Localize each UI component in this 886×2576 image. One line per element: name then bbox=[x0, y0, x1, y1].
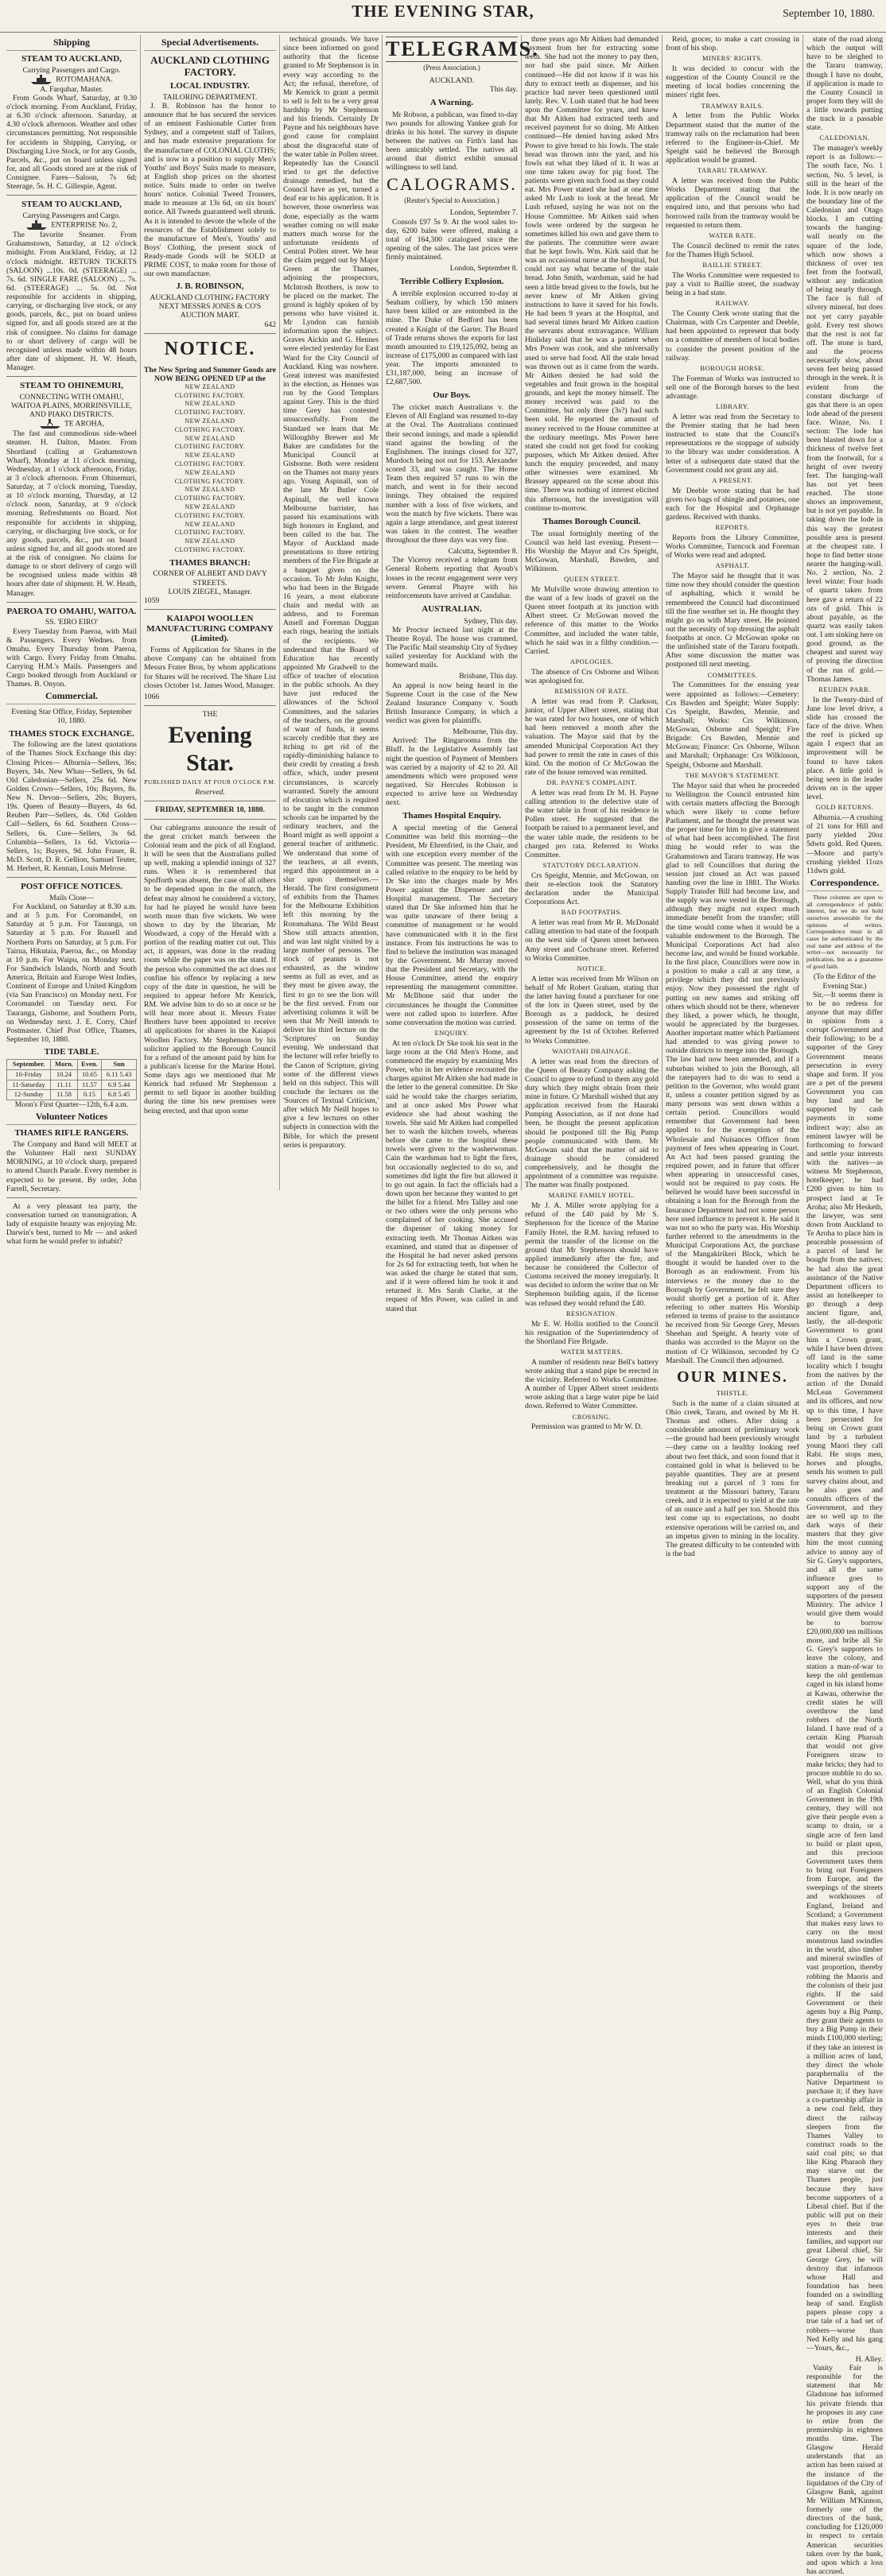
table-header: Even. bbox=[77, 1059, 102, 1069]
ad-department: TAILORING DEPARTMENT. bbox=[162, 92, 258, 102]
table-cell: 0.15 bbox=[77, 1090, 102, 1100]
volunteer-title: THAMES RIFLE RANGERS. bbox=[14, 1128, 129, 1139]
article-subheading: A PRESENT. bbox=[712, 475, 753, 484]
article-subheading: COMMITTEES. bbox=[707, 670, 758, 679]
table-cell: 10-Friday bbox=[7, 1069, 51, 1080]
post-office-title: POST OFFICE NOTICES. bbox=[21, 882, 122, 892]
ad-subtitle: LOCAL INDUSTRY. bbox=[169, 81, 251, 91]
notice-subheading: The New Spring and Summer Goods are NOW BEING OPENED UP at the bbox=[144, 365, 276, 383]
article-body: A letter was read from Dr M. H. Payne calling attention to the defective state of the water table in front of his residence in Pollen street. He suggested that the footpath be raised to a permanent level, and the water table made, the residents to be charged pro rata. Referred to Works Committee. bbox=[525, 788, 659, 859]
article-body: The County Clerk wrote stating that the Chairman, with Crs Carpenter and Deeble, had been appointed to represent that body on a committee of members of local bodies to consider the present position of the railway. bbox=[666, 309, 799, 363]
divider bbox=[144, 819, 276, 820]
moon-note: Moon's First Quarter—12th, 6.4 a.m. bbox=[14, 1100, 129, 1110]
article-body: Mr Robson, a publican, was fined to-day two pounds for allowing Yankee grab for drinks in his hotel. The survey in dispute between the natives on Firth's land has been amicably settled. The natives all around that district exhibit unusual willingness to sell land. bbox=[386, 110, 518, 173]
dateline: Calcutta, September 8. bbox=[448, 547, 518, 557]
table-row bbox=[7, 1069, 137, 1080]
reuter-note: (Reuter's Special to Association.) bbox=[404, 196, 499, 204]
column-local-news bbox=[283, 35, 379, 1192]
article-heading: Terrible Colliery Explosion. bbox=[399, 277, 504, 287]
masthead-the: THE bbox=[202, 709, 218, 719]
section-correspondence: Correspondence. bbox=[806, 878, 883, 891]
ad-signature-address: NEXT MESSRS JONES & CO'S AUCTION MART. bbox=[158, 302, 262, 320]
article-body: A special meeting of the General Committee was held this morning—the President, Mr Ehrenfried, in the Chair, and with one exception every member of the Committee was present. The meeting was called relative to the enquiry to be held by Dr Ske into the charges made by Mrs Power against the Dispenser and the Hospital management. The Secretary stated that Dr Ske informed him that he was quite unaware of there being a committee of management or he would have communicated with it in the first instance. From his instructions he was to find to believe the institution was managed by the Government. Mr Murray moved that the President and Secretary, with the House Committee, attend the enquiry representing the management committee. Mr McIlhone said that under the circumstances he thought the Committee were not called upon to interfere. After some conversation the motion was carried. bbox=[386, 824, 518, 1027]
factory-line: NEW ZEALAND bbox=[185, 417, 235, 425]
article-body: A letter was read from P. Clarkson, junior, of Upper Albert street, stating that he was rated for two houses, one of which had been removed a month after the valuation. The Mayor said that by the amended Municipal Corporation Act they had power to remit the rate in cases of this kind. On the motion of Cr McGowan the rate of the house removed was remitted. bbox=[525, 696, 659, 777]
ship-name-text: TE AROHA, bbox=[64, 419, 105, 429]
editorial-body: Our cablegrams announce the result of the great cricket match between the Colonial team and the pick of all England. It will be seen that the Australians pulled up well, making a splendid innings of 327 runs. When it is remembered that Spofforth was absent, the case of all others to be depended upon in the match, the defeat may almost be considered a victory, for had he played he would have been worth more than five wickets. We were shown to day by the librarian, Mr Woodward, a copy of the Herald with a portion of the reading matter cut out. This act, it appears, was done in the reading room while the paper was on the stand. If the person who committed the act does not confine his offence by replacing a new copy of the date in question, he will be required to appear before Mr Kenrick, RM. We advise him to do so at once or he will hear more about it. Messrs Frater Brothers have been appointed to receive all applications for shares in the Kaiapoi Woollen Factory. Mr Stephenson by his solicitor applied to the Borough Council for a refund of the amount paid by him for a publican's license for the Marine Hotel. Some days ago we mentioned that Mr Kenrick had refused Mr Stephenson a permit to sell liquor in another building during the time his new premises were being erected, and that upon some bbox=[144, 823, 276, 1115]
evening-star-title: Evening Star. bbox=[168, 722, 252, 776]
article-subheading: APOLOGIES. bbox=[569, 657, 614, 665]
article-subheading: ENQUIRY. bbox=[434, 1028, 469, 1037]
article-subheading: REPORTS. bbox=[715, 523, 750, 532]
ad-number: 1059 bbox=[144, 596, 160, 605]
column-council-continued bbox=[666, 35, 799, 1558]
ad-body: From Goods Wharf, Saturday, at 9.30 o'clock morning. From Auckland, Friday, at 6.30 o'clock afternoon. Saturday, at 4.30 o'clock afternoon. Weather and other circumstances permitting. Not responsible for accidents in Shipping, Carrying, or Discharging Live Stock, or for any Goods, Parcels, &c., put on board unless signed for, and all Goods stored are at the risk of Consignee. Fares—Saloon, 7s 6d; Steerage, 5s. H. C. Gillespie, Agent. bbox=[6, 93, 137, 192]
ad-signature-firm: AUCKLAND CLOTHING FACTORY bbox=[150, 293, 270, 303]
article-subheading: BAILLIE STREET. bbox=[702, 260, 763, 269]
table-header-row bbox=[7, 1059, 137, 1069]
article-body: A number of residents near Bell's battery wrote asking that a stand pipe be erected in the vicinity. Referred to Works Committee. A number of Upper Albert street residents wrote asking that a large water pipe be laid down. Referred to Water Committee. bbox=[525, 1357, 659, 1411]
dateline: Sydney, This day. bbox=[464, 616, 518, 626]
table-row bbox=[7, 1090, 137, 1100]
divider bbox=[6, 1197, 137, 1198]
divider bbox=[6, 195, 137, 196]
article-heading: Thames Hospital Enquiry. bbox=[402, 811, 501, 821]
article-subheading: TRAMWAY RAILS. bbox=[701, 101, 764, 110]
article-body: The Committees for the ensuing year were appointed as follows:—Cemetery: Crs Bawden and Speight; Water Supply: Crs Speight, Bawden, Mennie, and Marshall; Works: Crs Wilkinson, McGowan, Osborne and Speight; Fire Brigade: Crs Bawden, Mennie and McGowan; Finance: Crs Osborne, Wilson and Marshall; Orphanage: Crs Wilkinson, Speight, Osborne and Marshall. bbox=[666, 681, 799, 770]
notice-heading: NOTICE. bbox=[164, 338, 256, 359]
article-body: Mr J. A. Miller wrote applying for a refund of the £40 paid by Mr S. Stephenson for the licence of the Marine Family Hotel, the R.M. having refused to permit the transfer of the license on the ground that Mr Stephenson should have applied immediately after the fire, and because he considered the Collector of Customs received the money irregularly. It was decided to inform the writer that on Mr Stephenson building again, if the license was refused they would refund the £40. bbox=[525, 1201, 659, 1308]
ad-subtitle: Carrying Passengers and Cargo. bbox=[22, 211, 121, 221]
article-subheading: CALEDONIAN. bbox=[819, 134, 870, 142]
telegrams-heading: TELEGRAMS. bbox=[386, 37, 518, 62]
article-subheading: ASPHALT. bbox=[715, 561, 750, 570]
letter-signature: H. Alley. bbox=[855, 2354, 883, 2364]
article-body: Consols £97 5s 9. At the wool sales to-day, 6200 bales were offered, making a total of 164,300 catalogued since the opening of the sales. The last prices were firmly maintained. bbox=[386, 217, 518, 262]
commercial-body: The following are the latest quotations of the Thames Stock Exchange this day: Closing Prices— Alburnia—Sellers, 36s; Buyers, 34s. New Whau—Sellers, 9s 6d. Old Caledonian—Sellers, 25s 6d. New Golden Crown—Sellers, 10s; Buyers, 8s. New N. Devon—Sellers, 20s; Buyers, 19s. Queen of Beauty—Buyers, 4s 6d. Reuben Parr—Sellers, 4s. Old Golden Calf—Sellers, 6s 6d. Southern Cross—Sellers, 6s. Cure—Sellers, 3s 6d. Columbia—Sellers, 1s 6d. Victoria—Sellers, 1s; Buyers, 9d. John Fraser, R. McD. Scott, D. R. Gellion, Samuel Teuter, M. Herbert, R. Kennan, Louis Melrose. bbox=[6, 740, 137, 874]
our-mines-heading: OUR MINES. bbox=[676, 1368, 788, 1386]
table-cell: 6.11 5.43 bbox=[102, 1069, 137, 1080]
article-subheading: DR. PAYNE'S COMPLAINT. bbox=[546, 778, 637, 787]
masthead bbox=[0, 0, 886, 33]
column-rule bbox=[521, 35, 522, 1190]
table-cell: 11.57 bbox=[77, 1080, 102, 1090]
column-telegrams bbox=[386, 35, 539, 1313]
article-subheading: BAD FOOTPATHS. bbox=[561, 908, 623, 917]
kaiapoi-body: Forms of Application for Shares in the above Company can be obtained from Messrs Frater Bros, by whom applications for Shares will be received. The Share List closes October 1st. James Wood, Manager. bbox=[144, 646, 276, 690]
ship-master: A. Farquhar, Master. bbox=[40, 84, 103, 94]
factory-line: NEW ZEALAND bbox=[185, 502, 235, 510]
section-special-ads: Special Advertisements. bbox=[144, 37, 276, 51]
ad-title: PAEROA TO OMAHU, WAITOA. bbox=[6, 606, 137, 616]
table-cell: 6.8 5.45 bbox=[102, 1090, 137, 1100]
paddle-steamer-icon bbox=[39, 419, 61, 429]
divider bbox=[144, 609, 276, 610]
factory-line: NEW ZEALAND bbox=[185, 520, 235, 528]
ship-name: SS. 'EIRO EIRO' bbox=[45, 618, 99, 627]
ship-name-text: ENTERPRISE No. 2, bbox=[51, 220, 118, 230]
column-council bbox=[525, 35, 659, 1432]
table-header: Sun bbox=[102, 1059, 137, 1069]
dateline: Brisbane, This day. bbox=[459, 672, 518, 681]
letter-body: Sir,—It seems there is to be no redress for anyone that may differ in opinion from a corrupt Government and their following; to be a supporter of the Grey Government means persecution in every shape and form. If you are a pet of the present Government you can buy land and be supported by cash payments in some indirect way; also an eminent lawyer will be forthcoming to forward and settle your interests with the natives—as witness Mr Stephenson, hotelkeeper; he had £200 given to him to prospect land at Te Aroha; also Mr Hesketh, the lawyer, was sent down from Auckland to Te Aroha to place him in peaceable possession of a parcel of land he bought from the natives; he had also the great assistance of the Native Department officers to assist an hotelkeeper to go through a deep ancient figure, and, lastly, the all-despotic Government to grant him a Crown grant, while I have been driven off land in the same locality which I bought from the natives by the action of the Donald McLean Government and its officers, and now up to this time, I have been persecuted for being on Crown grant land by a turbulent young Maori they call Rabi. He stops men, horses and ploughs, sends his women to pull survey chains about, and he also goes and consults officers of the Government, and they are so well up to the dark ways of their masters that they give him the most cunning advice to annoy any of Sir G. Grey's supporters, and all the same influence goes to support any of the supporters of the present Ministry. The advice I would give them would be to borrow £20,000,000 ten millions more, and bribe all Sir G. Grey's supporters to leave the colony, and station a man-of-war to keep the old gentleman caged in his island home at Kawau, otherwise the credit states he will overthrow the land robbers of the North Island. I have read of a certain King Pharoah that would not give Foreigners straw to make bricks; they had to procure stubble to do so. Well, what do you think of an English Colonial Government in the 19th century, they will not give their people even a scamp to drain, or a single acre of fern land to build or plant upon, and this precious Government taxes them to bring out Foreigners from Europe, and the sweepings of the streets and workhouses of England, Ireland and Scotland; a Government that makes easy laws to carry on the most monstrous land swindles in the world, also timber and mineral swindles of vast proportion, thereby robbing the Maoris and the colonists of their just rights. If the said Government or their agents buy a Big Pump, they grant their agents to buy a Big Pump in their minds £100,000 sterling; if they take an interest in a million acres of land, they direct the whole paraphernalia of the Native Department to purchase it; if they have a co-partnership affair in a new coal field, they direct the railway sleepers from the Thames Valley to construct roads to the said coal pits; so that like King Pharaoh they may starve out the Thames people, just because they have become supporters of a Liberal chief. But if the public will put on their eyes to their true interests and their families, and support our great Liberal chief, Sir George Grey, he will destroy that infamous whose Hall and foundation has been founded on a swindling heap of sand. English papers please copy a true tale of a bad set of robbers—worse than Ned Kelly and his gang—Yours, &c., bbox=[806, 990, 883, 2353]
dateline: London, September 7. bbox=[449, 208, 518, 218]
branch-title: THAMES BRANCH: bbox=[169, 557, 251, 568]
divider bbox=[144, 333, 276, 334]
ad-body: The favorite Steamer. From Grahamstown, Saturday, at 12 o'clock midnight. From Auckland, Friday, at 12 o'clock midnight. RETURN TICKETS (SALOON) ...10s. 0d. (STEERAGE) ... 7s. 6d. SINGLE FARE (SALOON) ... 7s. 6d. (STEERAGE) ... 5s. 0d. Not responsible for accidents in shipping, carrying, or discharging live stock, or any goods, parcels, &c., put on board unless signed for, and all goods stored are at the risk of consignee. No claims for damage to or short delivery of cargo will be recognised unless made within 48 hours after date of shipment. H. W. Heath, Manager. bbox=[6, 231, 137, 373]
divider bbox=[144, 705, 276, 706]
article-body: Crs Speight, Mennie, and McGowan, on their re-election took the Statutory declaration under the Municipal Corporations Act. bbox=[525, 871, 659, 907]
article-body: Such is the name of a claim situated at Ohio creek, Tararu, and owned by Mr H. Thomas and others. After doing a considerable amount of preliminary work—the ground had been previously wrought—they came on a healthy looking reef about two feet thick, and soon found that it contained gold in what is believed to be payable quantities. They are at present breaking out a parcel of 3 tons for treatment at the Missouri battery, Tararu creek, and it is expected to yield at the rate of an ounce and a half per ton. Should this test come up to expectations, no doubt extensive operations will be carried on, and an impetus given to mining in the locality. The greatest difficulty to be contended with is the bad bbox=[666, 1399, 799, 1558]
article-body: Mr Proctor lectured last night at the Theatre Royal. The house was crammed. The Pacific Mail steamship City of Sydney sailed yesterday for Auckland with the homeward mails. bbox=[386, 625, 518, 670]
article-subheading: BOROUGH HORSE. bbox=[700, 363, 765, 372]
factory-line: CLOTHING FACTORY. bbox=[174, 495, 246, 502]
article-body: The absence of Crs Osborne and Wilson was apologised for. bbox=[525, 667, 659, 685]
article-body: At ten o'clock Dr Ske took his seat in the large room at the Old Men's Home, and commenced the enquiry by examining Mrs Power, who in her evidence recounted the charges against Mr Aitken she had made in the letter to the general committee. Dr Ske said he would take the charges seriatim, and at once asked Mrs Power what evidence she had about washing the towels. She said Mr Aitken had compelled her to wash the kitchen towels, whereas before she came to the hospital these towels were given to the washerwoman. Cain the wardsman had to light the fires, but occasionally neglected to do so, and sometimes did light the fire but allowed it to go out again. In fact the officials had a down upon her because they wanted to get the billet for a friend. Mrs Talley and one or two others were the only persons who complained of her cooking. She accused the dispenser of taking money for extracting teeth. Mr Thomas Aitken was examined, and stated that as dispenser of the Hospital he had never asked persons for 2s 6d for extracting teeth, but when he was asked the charge he stated that sum, and if it were offered him he took it and returned it. Mrs Sarah Clarke, at the request of Mrs Power, was called in and stated that bbox=[386, 1038, 518, 1313]
dateline-auckland: AUCKLAND. bbox=[429, 76, 475, 85]
ship-name bbox=[6, 220, 137, 231]
ad-signature: J. B. ROBINSON, bbox=[176, 281, 244, 292]
article-body: A letter was read from the directors of the Queen of Beauty Company asking the Council to agree to refund to them any gold duty which they might obtain from their mine in future. Cr Marshall wished that any application received from the Hauraki Pumping Association, as if not done had been, he thought the present application should be postponed till the Big Pump people communicated with them. Mr McGowan said that the matter of aid to drainage should be considered comprehensively, and he thought the appointment of a committee was requisite. The matter was finally postponed. bbox=[525, 1057, 659, 1190]
ad-title: STEAM TO AUCKLAND, bbox=[21, 200, 122, 210]
article-body: A letter was received from the Public Works Department stating that the application of the Council would be enquired into, and that persons who had borrowed rails from the tramway would be requested to return them. bbox=[666, 177, 799, 230]
article-body: Reid, grocer, to make a cart crossing in front of his shop. bbox=[666, 35, 799, 53]
factory-line: CLOTHING FACTORY. bbox=[174, 425, 246, 433]
divider bbox=[6, 376, 137, 377]
newspaper-title: THE EVENING STAR, bbox=[352, 2, 534, 21]
column-rule bbox=[140, 35, 141, 1190]
ad-number: 1066 bbox=[144, 692, 160, 701]
branch-address: CORNER OF ALBERT AND DAVY STREETS. bbox=[153, 569, 267, 588]
anecdote: At a very pleasant tea party, the conversation turned on transmigration. A lady of exquisite beauty was enjoying Mr. Darwin's best, turned to Mr — and asked what form he would prefer to inhabit? bbox=[6, 1201, 137, 1247]
article-subheading: THE MAYOR'S STATEMENT. bbox=[685, 770, 780, 779]
table-row bbox=[7, 1080, 137, 1090]
article-body: A letter was received from Mr Wilson on behalf of Mr Robert Graham, stating that the latter having found a purchaser for one of the lots in Queen street, used by the Borough as a paddock, he desired possession of the same on terms of the agreement by the 1st of October. Referred to Works Committee. bbox=[525, 974, 659, 1046]
table-header: September. bbox=[7, 1059, 51, 1069]
article-body: An appeal is now being heard in the Supreme Court in the case of the New Zealand Insurance Company v. South British Insurance Company, in which a verdict was given for plaintiffs. bbox=[386, 681, 518, 726]
article-subheading: GOLD RETURNS. bbox=[815, 803, 874, 812]
factory-line: CLOTHING FACTORY. bbox=[174, 391, 246, 399]
volunteer-body: The Company and Band will MEET at the Volunteer Hall next SUNDAY MORNING, at 10 o'clock sharp, prepared to attend Church Parade. Every member is expected to be present. By order, John Farrell, Secretary. bbox=[6, 1140, 137, 1193]
dateline: London, September 8. bbox=[449, 264, 518, 274]
local-news-body: technical grounds. We have since been informed on good authority that the license granted to Mr Stephenson is in every way according to the Act; the refusal, therefore, of Mr Kenrick to grant a permit to sell is felt to be a very great hardship by Mr Stephenson and his friends. Certainly Dr Payne and his neighbours have good cause for complaint about the disgraceful state of the water table in Pollen street. Repeatedly has the Council tried to get the defective drainage remedied, but the Council have as yet, turned a deaf ear to his application. It is however, those ownerless was done, especially as the warm weather coming on will make matters much worse for the unfortunate residents of Central Pollen street. We hear the claim pegged out by Major Green at the Thames, adjoining the prospectors, McIntosh Brothers, is now to be placed on the market. The ground is highly spoken of by persons who have visited it. Mr Lyndon can furnish information upon the subject. Graves Aickin and G. Hennes were elected yesterday for East Ward for the City Council of Auckland. King was nowhere. Great interest was manifested in the election, as Hennes was run by the Good Templars against Grey. This is the third time Grey has contested unsuccessfully. From the Standard we learn that Mr Willoughby Brewer and Mr Baker are candidates for the Municipal Council at Gisborne. Both were resident on the Thames not many years ago. Young Aspinall, son of the late Mr Butler Cole Aspinall, the well known Melbourne barrister, has passed his examinations with high honours in England, and been called to the bar. The Mayor of Auckland made presentations to three retiring members of the Fire Brigade at a banquet given on the occasion. To Mr John Knight, who had been in the Brigade 16 years, a most elaborate chain and medal with an address, and to Foreman Ansell and Foreman Duggan each rings, bearing the initials of the recipients. We understand that the Board of Education has recently appointed Mr Gradwell to the office of teacher of elocution in the public schools. As they have just reduced the allowances of the School Committees, and the salaries of the teachers, on the ground of want of funds, it seems scarcely credible that they are itching to get rid of the rapidly-diminishing balance to their credit by creating a fresh office, which, under present circumstances, is scarcely warranted. Surely the amount of elocution which is required to be taught in the common schools can be imparted by the ordinary teachers, and the Board might as well appoint a general teacher of arithmetic. We understand that some of the teachers, at all events, regard this appointment as a slur upon themselves.—Herald. The first consignment of exhibits from the Thames for the Melbourne Exhibition left this morning by the Rotomahana. The Wild Beast Show still attracts attention, and was last night visited by a large number of persons. The stock of peanuts is not exhausted, as the window seems as full as ever, and as they must be given away, the first to go to see the lion will be the first served. From our advertising columns it will be seen that Mr Neill intends to deliver his third lecture on the 'Scriptures' on Sunday evening. We understand that the lecturer will refer briefly to the Canon of Scripture, giving some of the different views held on this subject. This will conclude the lectures on the 'Sources of Textual Criticism,' after which Mr Neill hopes to give a few lectures on other subjects in connection with the Bible, for which the present series is preparatory. bbox=[283, 35, 379, 1150]
ad-title: STEAM TO AUCKLAND, bbox=[21, 53, 122, 64]
commercial-dateline: Evening Star Office, Friday, September 10, 1880. bbox=[11, 708, 132, 726]
article-body: Reports from the Library Committee, Works Committee, Turncock and Foreman of Works were read and adopted. bbox=[666, 533, 799, 561]
ad-subtitle: CONNECTING WITH OMAHU, WAITOA PLAINS, MORRINSVILLE, AND PIAKO DISTRICTS. bbox=[11, 392, 132, 420]
tide-table-title: TIDE TABLE. bbox=[44, 1047, 99, 1057]
article-body: The Mayor said he thought that it was time now they should consider the question of asphalting, which it would be remembered the Council had discontinued till the fine weather set in. He thought they might go on with Mary street. He pointed out the necessity of top dressing the asphalt footpaths at once. Cr McGowan spoke on the unfinished state of the Tararu footpath. After some discussion the matter was postponed till next meeting. bbox=[666, 572, 799, 669]
article-body: The Viceroy received a telegram from General Roberts reporting that Ayoub's losses in the recent engagement were very severe. General Phayre with his reinforcements have arrived at Candahar. bbox=[386, 556, 518, 600]
article-heading: Thames Borough Council. bbox=[542, 516, 641, 526]
factory-line: CLOTHING FACTORY. bbox=[174, 443, 246, 451]
post-office-subtitle: Mails Close— bbox=[49, 893, 94, 902]
article-body: A letter from the Public Works Department stated that the matter of the tramway rails on the reclamation had been referred to the Engineer-in-Chief. Mr Speight said he believed the Borough application would be granted. bbox=[666, 111, 799, 165]
article-body: It was decided to concur with the suggestion of the County Council re the meeting of local bodies concerning the miners' right fees. bbox=[666, 64, 799, 100]
table-cell: 11.58 bbox=[51, 1090, 77, 1100]
article-subheading: RESIGNATION. bbox=[565, 1309, 618, 1317]
factory-line: CLOTHING FACTORY. bbox=[174, 545, 246, 553]
dateline: Melbourne, This day. bbox=[453, 727, 518, 737]
divider bbox=[6, 602, 137, 603]
column-rule bbox=[662, 35, 663, 1190]
reserved-note: Reserved. bbox=[195, 788, 225, 797]
article-body: The Foreman of Works was instructed to sell one of the Borough horses to the best advantage. bbox=[666, 374, 799, 401]
article-subheading: MARINE FAMILY HOTEL. bbox=[548, 1191, 635, 1200]
article-subheading: LIBRARY. bbox=[716, 402, 749, 411]
article-subheading: MINERS' RIGHTS. bbox=[701, 54, 764, 63]
article-body: The cricket match Australians v. the Eleven of All England was resumed to-day at the Oval. The Australians continued their second innings, and made a splendid stand against the bowling of the Englishmen. The innings closed for 327, Murdoch being not out for 153. Alexander scored 33, and was caught. The Home Team then required 57 runs to win the match, and went in for their second innings. They obtained the required number with a loss of five wickets, and won the match by five wickets. There was again a large attendance, and great interest was taken in the contest. The weather throughout the three days was very fine. bbox=[386, 403, 518, 545]
letter-address: (To the Editor of the Evening Star.) bbox=[813, 972, 876, 991]
article-subheading: WATER MATTERS. bbox=[560, 1347, 624, 1356]
article-subheading: REMISSION OF RATE. bbox=[554, 687, 629, 696]
section-volunteer: Volunteer Notices bbox=[6, 1111, 137, 1125]
editorial-date: FRIDAY, SEPTEMBER 10, 1880. bbox=[155, 805, 265, 815]
ship-name bbox=[6, 75, 137, 85]
factory-line: NEW ZEALAND bbox=[185, 400, 235, 408]
ad-body: J. B. Robinson has the honor to announce that he has secured the services of an eminent Fashionable Cutter from Sydney, and a competent staff of Tailors, and has made extensive preparations for the manufacture of COLONIAL CLOTHS; and is now in a position to supply Men's Youths' and Boys' Suits made to measure, at English shop prices on the shortest notice. Suits made to order on twelve hours' notice. Colonial Tweed Trousers, made to measure at 13s 6d, on six hours' notice. All Tweeds guaranteed well shrunk. As it is intended to devote the whole of the resources of the Establishment solely to the manufacture of Men's, Youths' and Boys' Clothing, the present stock of Ready-made Goods will be SOLD at PRIME COST, to make room for those of our own manufacture. bbox=[144, 101, 276, 279]
ship-name bbox=[6, 419, 137, 429]
column-shipping bbox=[6, 35, 137, 1247]
article-body: The manager's weekly report is as follows:—The south face, No. 1 section, No. 5 level, is still in the heart of the lode. It is now nearly on the boundary line of the Caledonian and Otago blocks. I am cutting towards the hanging-wall nearly on the square of the lode, which now shows a thickness of over ten feet from the footwall, without any indication of being nearly through. The face is full of silvery mineral, but does not yet carry payable gold. Every test shows that the rest is not far off. The stone is hard, and the process necessarily slow, about seven feet being passed through in the week. It is evident from the constant discharge of gas that there is an open lode ahead of the present face. Winze, No. 1 section: The lode has been blasted down for a thickness of twelve feet from the footwall, for a height of over twenty feet. The hanging-wall has not yet been reached. The stone shows an improvement, but is not yet payable. In taking down the lode in this way the greatest possible area is present at the cheapest rate. I hope to find better stone nearer the hanging-wall. No. 2 section, No. 2 level winze: Four loads of quartz taken from here gave a return of 22 ozs of gold. This is about payable, as the quartz was easily taken out. I am sinking here on good ground, as the cheapest and surest way of proving the direction of the run of gold.—Thomas James. bbox=[806, 144, 883, 684]
post-office-body: For Auckland, on Saturday at 8.30 a.m. and at 5 p.m. For Coromandel, on Saturday at 5 p.m. For Tauranga, on Saturday at 5 p.m. For Russell and Northern Ports on Saturday, at 5 p.m. For Tairua, Hikutaia, Paeroa, &c., on Monday at 10 p.m. For Waipu, on Monday next. For Sandwich Islands, North and South America, Britain and Europe West Indies, Continent of Europe and United Kingdom (via San Francisco) on Monday next. For Coromandel on Tuesday next. For Tauranga, Gisborne, and Southern Ports, on Wednesday next. J. E. Corry, Chief Postmaster. Chief Post Office, Thames, September 10, 1880. bbox=[6, 902, 137, 1044]
divider bbox=[6, 877, 137, 878]
issue-date: September 10, 1880. bbox=[783, 8, 875, 20]
article-body: The Council declined to remit the rates for the Thames High School. bbox=[666, 241, 799, 259]
branch-manager: LOUIS ZIEGEL, Manager. bbox=[168, 587, 252, 596]
calograms-heading: CALOGRAMS. bbox=[387, 174, 517, 195]
article-body: A terrible explosion occurred to-day at Seaham colliery, by which 150 miners have been killed or are entombed in the mine. The Duke of Bedford has been created a Knight of the Garter. The Board of Trade returns shows the exports for last month amounted to £19,125,092, being an increase of £175,000 as compared with last year. The imports amounted to £31,187,000, being an increase of £2,687,500. bbox=[386, 289, 518, 387]
article-body: Alburnia.—A crushing of 21 tons for Hill and party yielded 20oz 5dwts gold. Red Queen.—Moore and party's crushing yielded 11ozs 11dwts gold. bbox=[806, 813, 883, 875]
press-association: (Press Association.) bbox=[423, 64, 480, 72]
ad-body: Every Tuesday from Paeroa, with Mail & Passengers. Every Wednes. from Omahu. Every Thursday from Paeroa, with Cargo. Every Friday from Omahu. Carrying H.M.'s Mails. Passengers and Cargo booked through from Auckland or Thames. B. Onyon. bbox=[6, 627, 137, 689]
table-cell: 10.65 bbox=[77, 1069, 102, 1080]
ad-title: AUCKLAND CLOTHING FACTORY. bbox=[150, 53, 270, 78]
column-rule bbox=[802, 35, 803, 1190]
factory-line: NEW ZEALAND bbox=[185, 468, 235, 476]
factory-line: CLOTHING FACTORY. bbox=[174, 477, 246, 485]
article-subheading: RAILWAY. bbox=[715, 299, 750, 308]
article-body: In the Twenty-third of June low level drive, a slide has crossed the face of the drive. When the reef is picked up again I expect that an improvement will be found to have taken place. A little gold is being seen in the leader driven on in the upper level. bbox=[806, 695, 883, 802]
article-subheading: THISTLE. bbox=[716, 1388, 749, 1397]
column-rule bbox=[382, 35, 383, 1190]
article-body: A letter was read from the Secretary to the Premier stating that he had been instructed to state that the Council's representations re the stoppage of subsidy to the library was under consideration. A letter of a subsequent date stated that the Government could not grant any aid. bbox=[666, 412, 799, 475]
factory-line: NEW ZEALAND bbox=[185, 434, 235, 442]
commercial-title: THAMES STOCK EXCHANGE. bbox=[9, 728, 134, 739]
article-body: Mr Deeble wrote stating that he had given two bags of shingle and potatoes, one each for the Hospital and Orphanage gardens. Received with thanks. bbox=[666, 486, 799, 522]
article-heading: A Warning. bbox=[429, 97, 474, 107]
article-body: The Mayor said that when he proceeded to Wellington the Council entrusted him with certain matters affecting the Borough which were likely to come before Parliament, and he thought the present was the proper time for him to give a statement of what had been accomplished. The first thing he would refer to was the Grahamstown and Tararu tramway. He was glad to tell Councillors that during the session just closed an Act was passed handing over the line in 1881. The Works Supply Transfer Bill had become law, and the supply was now vested in the Borough, although they might not expect much immediate benefit from the transfer; still the time would come when it would be a valuable endowment to the Borough. The Municipal Corporations Act had also become law, and would be found workable. In the first place, Councillors were now in a position to make a call at any time, a privilege which they did not previously enjoy. Now they possessed the right of putting on new names and striking off others which should not be there, whenever they liked, a power which, he thought, would be appreciated by the burgesses. Another important matter which Parliament had attended to was giving power to outside districts to merge into the Borough. The law had now been amended, and if a suburban wished to join the Borough, all the ratepayers had to do was to send a petition to the Governor, who would grant it, unless a counter petition signed by as many persons was sent down within a certain period. Councillors would remember that Government had been applied to for the exemption of the Wholesale and Nuisances Officer from payment of fees when appearing in Court. An Act had been passed granting the required power, and in future that officer when appearing in unsuccessful cases, would not be required to pay costs. He believed he would have been successful in obtaining a loan for the Borough from the Insurance Department had not some person here used influence to prevent it. He said it was not so who the party was. His Worship further referred to the amendments in the Municipal Corporations Act, the purchase of the Mangakirikeri Block, which he thought it would be handed over to the Borough as an endowment. From his interviews re the money due to the Borough by Government, he felt sure they would shortly get a portion of it. After referring to other matters His Worship referred in terms of praise to the assistance he received from Sir George Grey, Messrs Sheehan and Speight. A hearty vote of thanks was accorded to the Mayor on the motion of Cr Wilkinson, seconded by Cr Marshall. The Council then adjourned. bbox=[666, 781, 799, 1365]
factory-line: NEW ZEALAND bbox=[185, 537, 235, 545]
steamship-icon bbox=[25, 220, 48, 231]
column-advertisements bbox=[144, 35, 276, 1192]
publication-note: PUBLISHED DAILY AT FOUR O'CLOCK P.M. bbox=[144, 778, 276, 786]
column-mines-correspondence bbox=[806, 35, 883, 2576]
factory-line: CLOTHING FACTORY. bbox=[174, 511, 246, 519]
kaiapoi-title: KAIAPOI WOOLLEN MANUFACTURING COMPANY (Limited). bbox=[146, 613, 274, 644]
article-body: Mr Mulville wrote drawing attention to the want of a few loads of gravel on the Queen street footpath at its junction with Albert street. Cr McGowan moved the reference of this matter to the Works Committee, and included the water table, which he said was in a filthy condition.—Carried. bbox=[525, 584, 659, 656]
ad-title: STEAM TO OHINEMURI, bbox=[19, 381, 124, 391]
ad-body: The fast and commodious side-wheel steamer. H. Dalton, Master. From Shortland (calling at Grahamstown Wharf), Monday at 11 o'clock morning, Wednesday, at 1 o'clock afternoon, Friday, at 3 o'clock afternoon. From Ohinemuri, Saturday, at 7 o'clock morning, Tuesday, at 10 o'clock morning, Thursday, at 12 o'clock noon, Saturday, at 9 o'clock morning. Refreshments on Board. Not responsible for accidents in shipping, carrying, or discharging live stock, or for any goods, parcels, &c., put on board unless signed for, and all goods stored are at the risk of consignee. No claims for damage to or short delivery of cargo will be recognised unless made within 48 hours after date of shipment. H. W. Heath, Manager. bbox=[6, 429, 137, 598]
correspondence-note: These columns are open to all correspondence of public interest, but we do not hold ourselves answerable for the opinions of writers. Correspondence must in all cases be authenticated by the real name and address of the writer—not necessarily for publication, but as a guarantee of good faith. bbox=[806, 893, 883, 970]
article-body: three years ago Mr Aitken had demanded payment from her for extracting some teeth. She had not the money to pay then, nor had she paid since. Mr Aitken continued—He did not know if it was his duty to extract teeth as dispenser, and his practice had never been questioned until lately. Rev. V. Lush stated that he had been upon the Committee for years, and knew that Mr Aitken had extracted teeth and received payment for so doing. Mr Aitken continued—He denied having asked Mrs Power to give bread to his fowls. The stale bread was thrown into the yard, and his fowls eat what they liked of it. It was at one time taken away for pig food. The patients were given such food as they could eat. Mrs Power stated she had at one time asked Mr Lush to look at the bread. Mr Lush refused, saying he was not on the House Committee. Mr Aitken said when fowls were ordered by the surgeon he sometimes killed his own and gave them to the patients. The committee were aware that he kept fowls. Wm. Kirk said that he was an occasional nurse at the hospital, but could not say what became of the stale bread. John Smith, wardsman, said he had seen a little bread given to the fowls, but he never knew of Mr Aitken giving instructions to have it saved for his fowls. He had been 9 years at the Hospital, and had several times heard Mr Aitken caution the servants about extravagance. William Hinliday said that he was a patient when Mrs Power was cook, and she universally used to serve bad food. All the stale bread was thrown out as it came from the wards. Mr Aitken denied he had sold the vegetables and fruit grown in the hospital grounds, and kept the money himself. The money received was paid to the Committee, but only three (3s?) had such been sold. He reported the amount of money received to the House committee at the ordinary meetings. Mrs Power here stated she could not get food for cooking purposes, which Mr Aitken denied. After lunch the enquiry proceeded, and many other witnesses were examined. Mr Brassey appeared on the scene about this time. There was nothing of interest elicited this afternoon, but the investigation will continue to-morrow. bbox=[525, 35, 659, 513]
tide-table bbox=[6, 1059, 137, 1100]
article-body: state of the road along which the output will have to be sleighed to the Tararu tramway, though I have no doubt, if application is made to the County Council in proper form they will do a little towards putting the track in a passable state. bbox=[806, 35, 883, 133]
section-commercial: Commercial. bbox=[6, 691, 137, 704]
factory-line: CLOTHING FACTORY. bbox=[174, 409, 246, 417]
article-body: Vanity Fair is responsible for the statement that Mr Gladstone has informed his private friends that he proposes in any case to retire from the premiership in eighteen months time. The Glasgow Herald understands that an action has been raised at the instance of the liquidators of the City of Glasgow Bank, against Mr William M'Kinnon, formerly one of the directors of the bank, concluding for £120,000 in respect to certain American securities taken over by the bank, and upon which a loss has accrued. bbox=[806, 2364, 883, 2576]
table-header: Morn. bbox=[51, 1059, 77, 1069]
article-body: The usual fortnightly meeting of the Council was held last evening. Present—His Worship the Mayor and Crs Speight, McGowan, Marshall, Bawden, and Wilkinson. bbox=[525, 529, 659, 573]
article-subheading: QUEEN STREET. bbox=[563, 575, 620, 584]
factory-line: NEW ZEALAND bbox=[185, 382, 235, 390]
factory-line: CLOTHING FACTORY. bbox=[174, 529, 246, 537]
ship-name-text: ROTOMAHANA. bbox=[56, 75, 113, 84]
ad-number: 642 bbox=[264, 320, 276, 329]
article-body: Mr E. W. Hollis notified to the Council his resignation of the Superintendency of the Shortland Fire Brigade. bbox=[525, 1319, 659, 1346]
article-body: The Works Committee were requested to pay a visit to Baillie street, the roadway being in a bad state. bbox=[666, 270, 799, 298]
factory-list bbox=[144, 383, 276, 555]
steamship-icon bbox=[30, 75, 52, 85]
article-heading: Our Boys. bbox=[433, 390, 471, 401]
article-subheading: WAIOTAHI DRAINAGE. bbox=[552, 1046, 631, 1055]
factory-line: NEW ZEALAND bbox=[185, 486, 235, 494]
article-subheading: STATUTORY DECLARATION. bbox=[542, 860, 641, 869]
section-shipping: Shipping bbox=[6, 37, 137, 51]
ad-subtitle: Carrying Passengers and Cargo. bbox=[22, 65, 121, 75]
article-subheading: CROSSING. bbox=[572, 1412, 612, 1421]
column-rule bbox=[279, 35, 280, 1190]
table-cell: 10.24 bbox=[51, 1069, 77, 1080]
article-subheading: TARARU TRAMWAY. bbox=[698, 166, 767, 175]
article-subheading: NOTICE. bbox=[577, 964, 607, 972]
article-body: A letter was read from Mr R. McDonald calling attention to bad state of the footpath on the west side of Queen street between Amy street and Cochrane street. Referred to Works Committee. bbox=[525, 918, 659, 963]
article-heading: AUSTRALIAN. bbox=[422, 603, 482, 614]
dateline-time: This day. bbox=[489, 84, 518, 94]
table-cell: 11.11 bbox=[51, 1080, 77, 1090]
article-subheading: WATER RATE. bbox=[709, 231, 756, 239]
factory-line: NEW ZEALAND bbox=[185, 452, 235, 460]
article-subheading: REUBEN PARR. bbox=[818, 685, 871, 693]
table-cell: 11-Saturday bbox=[7, 1080, 51, 1090]
table-cell: 12-Sunday bbox=[7, 1090, 51, 1100]
article-body: Permission was granted to Mr W. D. bbox=[531, 1422, 643, 1432]
article-body: Arrived: The Ringarooma from the Bluff. In the Legislative Assembly last night the question of Payment of Members was carried by a majority of 42 to 20. All amendments which were proposed were negatived. Sir Hercules Robinson is expected to arrive here on Wednesday next. bbox=[386, 736, 518, 808]
factory-line: CLOTHING FACTORY. bbox=[174, 460, 246, 467]
table-cell: 6.9 5.44 bbox=[102, 1080, 137, 1090]
